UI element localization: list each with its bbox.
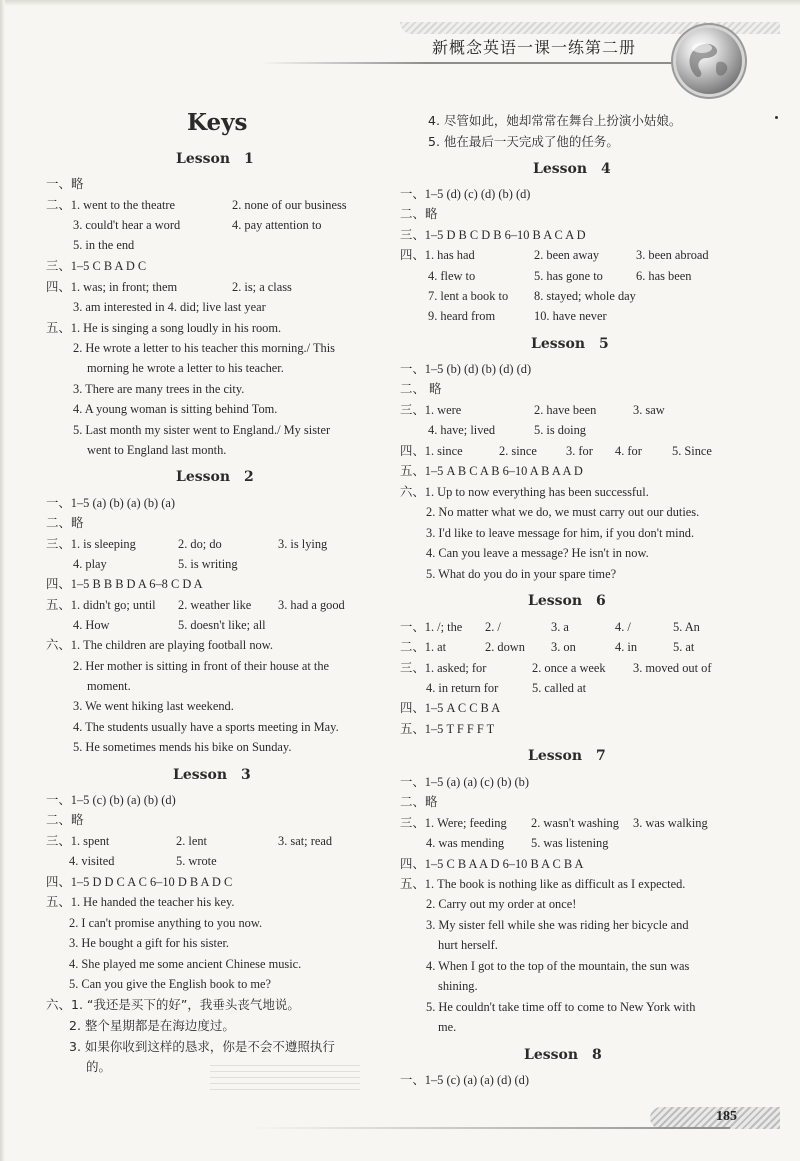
answer-line: 六、1. “我还是买下的好”，我垂头丧气地说。 (46, 997, 300, 1012)
answer-line: 5. 他在最后一天完成了他的任务。 (428, 134, 619, 149)
answer-line: 五、1–5 A B C A B 6–10 A B A A D (400, 464, 583, 478)
answer-line: 4. She played me some ancient Chinese music. (69, 957, 302, 971)
answer-line: 3. We went hiking last weekend. (73, 699, 234, 713)
lesson-7-heading: Lesson 7 (528, 748, 606, 764)
lesson-2-heading: Lesson 2 (176, 469, 254, 485)
lesson-6-heading: Lesson 6 (528, 593, 606, 609)
answer-line: 2. wasn't washing (531, 816, 619, 830)
lesson-1-heading: Lesson 1 (176, 151, 254, 167)
answer-line: 4. pay attention to (232, 218, 322, 232)
page-speck (775, 116, 778, 119)
answer-line: 四、1–5 C B A A D 6–10 B A C B A (400, 857, 584, 871)
answer-line: 4. When I got to the top of the mountain, the sun was (426, 959, 690, 973)
answer-line: went to England last month. (87, 443, 227, 457)
answer-line: 3. was walking (633, 816, 708, 830)
answer-line: 5. He couldn't take time off to come to New York with (426, 1000, 696, 1014)
answer-line: 5. in the end (73, 238, 135, 252)
answer-line: 2. since (499, 444, 537, 458)
answer-line: 四、1–5 B B B D A 6–8 C D A (46, 577, 203, 591)
answer-line: 五、1. He handed the teacher his key. (46, 895, 235, 909)
answer-line: 3. is lying (278, 537, 328, 551)
answer-line: morning he wrote a letter to his teacher. (87, 361, 284, 375)
lesson-8-heading: Lesson 8 (524, 1047, 602, 1063)
answer-line: 一、略 (46, 176, 84, 191)
answer-line: 4. in (615, 640, 638, 654)
answer-line: 4. flew to (428, 269, 476, 283)
answer-line: 2. have been (534, 403, 597, 417)
answer-line: 3. am interested in 4. did; live last year (73, 300, 266, 314)
answer-line: 3. been abroad (636, 248, 709, 262)
answer-line: 5. wrote (176, 854, 217, 868)
answer-line: 四、1. was; in front; them (46, 280, 178, 294)
lesson-3-heading: Lesson 3 (173, 767, 251, 783)
answer-line: 5. He sometimes mends his bike on Sunday. (73, 740, 292, 754)
answer-line: 一、1–5 (b) (d) (b) (d) (d) (400, 362, 532, 376)
answer-line: 3. My sister fell while she was riding her bicycle and (426, 918, 689, 932)
answer-line: 4. / (615, 620, 631, 634)
answer-line: 四、1. since (400, 444, 463, 458)
answer-line: 一、1–5 (a) (b) (a) (b) (a) (46, 496, 176, 510)
answer-line: 3. There are many trees in the city. (73, 382, 245, 396)
answer-line: 三、1. is sleeping (46, 537, 136, 551)
footer-rule (250, 1127, 730, 1129)
answer-line: 4. 尽管如此，她却常常在舞台上扮演小姑娘。 (428, 113, 682, 128)
answer-line: 4. How (73, 618, 110, 632)
answer-line: 2. / (485, 620, 501, 634)
answer-line: 3. moved out of (633, 661, 712, 675)
footer-decor-band (650, 1107, 780, 1129)
answer-line: 三、1. were (400, 403, 462, 417)
answer-line: 2. down (485, 640, 525, 654)
answer-line: 6. has been (636, 269, 692, 283)
page-number: 185 (716, 1109, 737, 1124)
answer-line: 2. is; a class (232, 280, 292, 294)
lesson-4-heading: Lesson 4 (533, 161, 611, 177)
answer-line: 2. I can't promise anything to you now. (69, 916, 263, 930)
answer-line: 六、1. Up to now everything has been successful. (400, 485, 649, 499)
answer-line: 2. weather like (178, 598, 252, 612)
answer-line: 2. do; do (178, 537, 222, 551)
answer-line: 4. have; lived (428, 423, 496, 437)
answer-line: 5. called at (532, 681, 587, 695)
answer-line: 2. been away (534, 248, 600, 262)
lesson-5-heading: Lesson 5 (531, 336, 609, 352)
answer-line: 4. play (73, 557, 107, 571)
answer-line: 五、1. didn't go; until (46, 598, 156, 612)
answer-line: 三、1–5 D B C D B 6–10 B A C A D (400, 228, 586, 242)
answer-line: 10. have never (534, 309, 607, 323)
answer-line: hurt herself. (438, 938, 498, 952)
answer-line: 二、略 (46, 515, 84, 530)
bleed-through-text (210, 1060, 360, 1090)
answer-line: 3. He bought a gift for his sister. (69, 936, 230, 950)
answer-line: 三、1. spent (46, 834, 110, 848)
answer-line: 四、1–5 A C C B A (400, 701, 501, 715)
answer-line: 3. for (566, 444, 593, 458)
answer-line: 六、1. The children are playing football now. (46, 638, 273, 652)
answer-line: 9. heard from (428, 309, 496, 323)
answer-line: 5. doesn't like; all (178, 618, 266, 632)
page-title: Keys (187, 109, 248, 136)
answer-line: 2. No matter what we do, we must carry out our duties. (426, 505, 700, 519)
answer-line: 2. He wrote a letter to his teacher this morning./ This (73, 341, 335, 355)
answer-line: 一、1–5 (c) (b) (a) (b) (d) (46, 793, 176, 807)
answer-line: 3. I'd like to leave message for him, if you don't mind. (426, 526, 695, 540)
answer-line: 3. on (551, 640, 576, 654)
answer-line: moment. (87, 679, 131, 693)
answer-line: 7. lent a book to (428, 289, 509, 303)
answer-line: 2. once a week (532, 661, 606, 675)
answer-line: 3. saw (633, 403, 665, 417)
answer-line: 3. had a good (278, 598, 345, 612)
answer-line: 5. Since (672, 444, 712, 458)
globe-icon (676, 28, 742, 94)
answer-line: 一、1–5 (a) (a) (c) (b) (b) (400, 775, 530, 789)
answer-line: 5. has gone to (534, 269, 603, 283)
answer-line: 的。 (86, 1059, 112, 1074)
answer-line: 2. lent (176, 834, 207, 848)
answer-line: 二、1. at (400, 640, 447, 654)
answer-line: 5. Last month my sister went to England./ My sister (73, 423, 331, 437)
answer-line: 五、1–5 T F F F T (400, 722, 495, 736)
answer-line: 4. The students usually have a sports meeting in May. (73, 720, 339, 734)
answer-line: 四、1. has had (400, 248, 475, 262)
answer-line: 一、1–5 (d) (c) (d) (b) (d) (400, 187, 531, 201)
answer-line: 8. stayed; whole day (534, 289, 636, 303)
answer-line: 四、1–5 D D C A C 6–10 D B A D C (46, 875, 233, 889)
answer-line: 三、1. asked; for (400, 661, 487, 675)
answer-line: 一、1. /; the (400, 620, 463, 634)
answer-line: 一、1–5 (c) (a) (a) (d) (d) (400, 1073, 530, 1087)
answer-line: 5. is doing (534, 423, 586, 437)
page-edge-left (0, 0, 5, 1161)
answer-line: 5. Can you give the English book to me? (69, 977, 272, 991)
answer-line: 5. is writing (178, 557, 238, 571)
header-rule (260, 62, 680, 64)
answer-line: 二、1. went to the theatre (46, 198, 176, 212)
answer-line: 3. sat; read (278, 834, 333, 848)
answer-line: 4. visited (69, 854, 115, 868)
answer-line: 2. Her mother is sitting in front of their house at the (73, 659, 330, 673)
answer-line: 3. 如果你收到这样的恳求，你是不会不遵照执行 (69, 1039, 335, 1054)
answer-line: 4. A young woman is sitting behind Tom. (73, 402, 278, 416)
answer-line: 五、1. The book is nothing like as difficult as I expected. (400, 877, 686, 891)
answer-line: 五、1. He is singing a song loudly in his room. (46, 321, 282, 335)
book-title: 新概念英语一课一练第二册 (432, 38, 637, 57)
answer-line: me. (438, 1020, 457, 1034)
answer-line: 4. in return for (426, 681, 499, 695)
answer-line: 4. Can you leave a message? He isn't in now. (426, 546, 649, 560)
answer-line: 5. What do you do in your spare time? (426, 567, 617, 581)
answer-line: 2. none of our business (232, 198, 347, 212)
answer-line: 5. at (673, 640, 695, 654)
answer-line: 二、略 (46, 812, 84, 827)
answer-line: 3. could't hear a word (73, 218, 181, 232)
answer-line: 4. was mending (426, 836, 505, 850)
answer-line: 2. Carry out my order at once! (426, 897, 577, 911)
answer-line: 4. for (615, 444, 642, 458)
page-edge-top (0, 0, 800, 6)
answer-line: 三、1–5 C B A D C (46, 259, 147, 273)
answer-line: 5. An (673, 620, 700, 634)
answer-line: 二、 略 (400, 381, 442, 396)
answer-line: 3. a (551, 620, 569, 634)
answer-line: 二、略 (400, 206, 438, 221)
answer-line: 2. 整个星期都是在海边度过。 (69, 1018, 235, 1033)
answer-line: 二、略 (400, 794, 438, 809)
answer-line: 5. was listening (531, 836, 609, 850)
answer-line: shining. (438, 979, 478, 993)
answer-line: 三、1. Were; feeding (400, 816, 507, 830)
